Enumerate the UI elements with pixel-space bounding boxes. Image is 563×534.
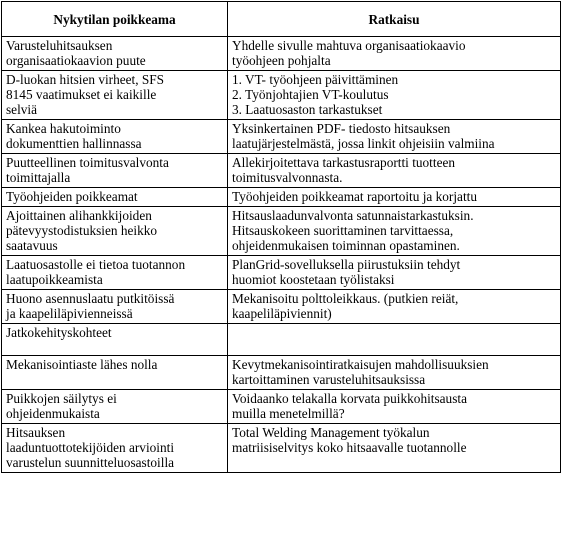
deviation-cell: Huono asennuslaatu putkitöissä ja kaapeliläpivienneissä [2,290,228,324]
deviation-cell: Laatuosastolle ei tietoa tuotannon laatupoikkeamista [2,256,228,290]
table-row [2,256,561,290]
solution-cell: Hitsauslaadunvalvonta satunnaistarkastuksin. Hitsauskokeen suorittaminen tarvittaessa, ohjeidenmukaisen toiminnan opastaminen. [228,207,561,256]
table-row [2,120,561,154]
table-row [2,188,561,207]
table-row [2,71,561,120]
solution-cell: Kevytmekanisointiratkaisujen mahdollisuuksien kartoittaminen varusteluhitsauksissa [228,356,561,390]
deviation-cell: D-luokan hitsien virheet, SFS 8145 vaatimukset ei kaikille selviä [2,71,228,120]
table-row [2,390,561,424]
section-title: Jatkokehityskohteet [2,324,228,356]
deviation-cell: Puutteellinen toimitusvalvonta toimittajalla [2,154,228,188]
solution-cell: Yhdelle sivulle mahtuva organisaatiokaavio työohjeen pohjalta [228,37,561,71]
column-header-deviation: Nykytilan poikkeama [2,2,228,37]
solution-cell: Total Welding Management työkalun matriisiselvitys koko hitsaavalle tuotannolle [228,424,561,473]
deviation-cell: Ajoittainen alihankkijoiden pätevyystodistuksien heikko saatavuus [2,207,228,256]
solution-cell: Allekirjoitettava tarkastusraportti tuotteen toimitusvalvonnasta. [228,154,561,188]
solution-cell: Mekanisoitu polttoleikkaus. (putkien reiät, kaapeliläpiviennit) [228,290,561,324]
solution-cell: 1. VT- työohjeen päivittäminen 2. Työnjohtajien VT-koulutus 3. Laatuosaston tarkastukset [228,71,561,120]
development-item-cell: Mekanisointiaste lähes nolla [2,356,228,390]
development-item-cell: Puikkojen säilytys ei ohjeidenmukaista [2,390,228,424]
solution-cell: Työohjeiden poikkeamat raportoitu ja korjattu [228,188,561,207]
deviation-cell: Työohjeiden poikkeamat [2,188,228,207]
deviation-solution-table [1,1,561,473]
column-header-solution: Ratkaisu [228,2,561,37]
table-row [2,290,561,324]
table-row [2,356,561,390]
table-row [2,154,561,188]
solution-cell: Voidaanko telakalla korvata puikkohitsausta muilla menetelmillä? [228,390,561,424]
empty-cell [228,324,561,356]
table-row [2,37,561,71]
solution-cell: Yksinkertainen PDF- tiedosto hitsauksen laatujärjestelmästä, jossa linkit ohjeisiin valmiina [228,120,561,154]
deviation-cell: Varusteluhitsauksen organisaatiokaavion puute [2,37,228,71]
table-body [2,37,561,473]
deviation-cell: Kankea hakutoiminto dokumenttien hallinnassa [2,120,228,154]
table-header-row [2,2,561,37]
table-row [2,207,561,256]
table-row [2,424,561,473]
development-item-cell: Hitsauksen laaduntuottotekijöiden arviointi varustelun suunnitteluosastoilla [2,424,228,473]
solution-cell: PlanGrid-sovelluksella piirustuksiin tehdyt huomiot koostetaan työlistaksi [228,256,561,290]
section-row [2,324,561,356]
